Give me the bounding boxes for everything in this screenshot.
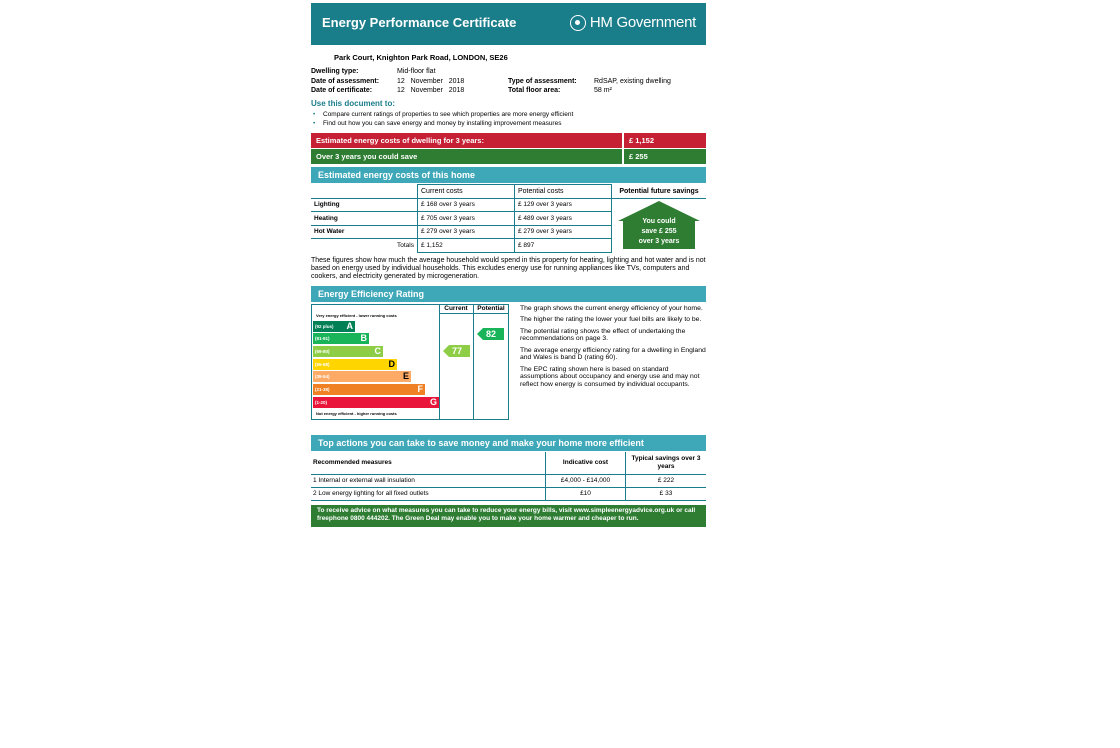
- epc-document: [311, 3, 706, 527]
- rating-band-letter: C: [374, 345, 381, 356]
- col-indicative-cost: Indicative cost: [546, 452, 626, 475]
- rating-arrow-potential: [477, 328, 504, 340]
- cost-row-label: Hot Water: [311, 225, 418, 239]
- cost-row-current: £ 279 over 3 years: [418, 225, 515, 239]
- use-heading: Use this document to:: [311, 99, 396, 108]
- footer-advice: To receive advice on what measures you can take to reduce your energy bills, visit www.simpleenergyadvice.org.uk or call freephone 0800 444202. The Green Deal may enable you to make your home warmer and cheaper to run.: [311, 505, 706, 527]
- col-potential-costs: Potential costs: [515, 185, 612, 199]
- table-row: [311, 487, 706, 500]
- rating-band-a: [313, 321, 355, 332]
- header-banner: [311, 3, 706, 45]
- use-item: • Find out how you can save energy and money by installing improvement measures: [311, 119, 706, 128]
- total-current: £ 1,152: [418, 239, 515, 253]
- rating-chart: [311, 304, 509, 422]
- page-title: Energy Performance Certificate: [322, 15, 517, 30]
- rating-note: The higher the rating the lower your fuel bills are likely to be.: [520, 316, 702, 323]
- rating-section: [311, 304, 706, 426]
- cost-row-label: Heating: [311, 212, 418, 226]
- action-savings: £ 222: [626, 474, 707, 487]
- rating-band-range: (1-20): [315, 399, 328, 405]
- rating-band-letter: E: [402, 371, 409, 382]
- crest-icon: [570, 15, 586, 31]
- table-row: [311, 474, 706, 487]
- cost-row-current: £ 705 over 3 years: [418, 212, 515, 226]
- cost-row-potential: £ 489 over 3 years: [515, 212, 612, 226]
- floor-area-value: 58 m²: [594, 87, 612, 94]
- floor-area-label: Total floor area:: [508, 87, 561, 94]
- col-typical-savings: Typical savings over 3 years: [626, 452, 707, 475]
- col-future-savings: Potential future savings: [612, 185, 707, 199]
- total-potential: £ 897: [515, 239, 612, 253]
- property-meta: [311, 68, 706, 98]
- action-cost: £10: [546, 487, 626, 500]
- cost-row-potential: £ 129 over 3 years: [515, 198, 612, 212]
- certificate-date-label: Date of certificate:: [311, 87, 373, 94]
- rating-bottom-label: Not energy efficient - higher running costs: [316, 410, 397, 416]
- certificate-date-value: 12 November 2018: [397, 87, 465, 94]
- estimated-cost-value: £ 1,152: [624, 133, 706, 148]
- rating-value-potential: 82: [486, 328, 497, 339]
- hm-government-logo: [570, 14, 696, 31]
- rating-band-letter: F: [417, 384, 423, 394]
- savings-bar: [311, 149, 706, 164]
- totals-label: Totals: [311, 239, 418, 253]
- rating-col-current: Current: [439, 304, 473, 314]
- rating-band-range: (81-91): [315, 336, 330, 342]
- rating-col-potential: Potential: [473, 304, 509, 314]
- rating-band-range: (92 plus): [315, 323, 334, 329]
- rating-band-range: (69-80): [315, 348, 330, 354]
- costs-heading: Estimated energy costs of this home: [311, 167, 706, 183]
- cost-row-potential: £ 279 over 3 years: [515, 225, 612, 239]
- rating-band-d: [313, 359, 397, 370]
- savings-value: £ 255: [624, 149, 706, 164]
- rating-band-letter: D: [388, 358, 395, 369]
- assessment-date-label: Date of assessment:: [311, 77, 380, 85]
- rating-band-g: [313, 397, 439, 408]
- costs-note: These figures show how much the average household would spend in this property for heating, lighting and hot water and is not based on energy used by individual households. This excludes energy use for running appliances like TVs, computers and cookers, and electricity generated by microgeneration.: [311, 256, 706, 280]
- use-item: • Compare current ratings of properties to see which properties are more energy efficient: [311, 110, 706, 119]
- rating-band-letter: G: [429, 396, 437, 407]
- assessment-type-label: Type of assessment:: [508, 77, 577, 85]
- house-text-line: You could: [642, 217, 676, 225]
- rating-band-range: (39-54): [315, 374, 330, 380]
- costs-table: [311, 184, 706, 253]
- rating-band-b: [313, 333, 369, 344]
- rating-band-letter: B: [360, 333, 367, 344]
- dwelling-type-label: Dwelling type:: [311, 68, 359, 75]
- estimated-cost-bar: [311, 133, 706, 148]
- assessment-date-value: 12 November 2018: [397, 77, 465, 85]
- col-current-costs: Current costs: [418, 185, 515, 199]
- actions-table: [311, 452, 706, 501]
- rating-note: The EPC rating shown here is based on standard assumptions about occupancy and energy use and may not reflect how energy is consumed by individual occupants.: [520, 365, 700, 388]
- future-savings-cell: [612, 198, 707, 252]
- cost-row-current: £ 168 over 3 years: [418, 198, 515, 212]
- rating-band-range: (55-68): [315, 361, 330, 367]
- action-measure: 2 Low energy lighting for all fixed outlets: [311, 487, 546, 500]
- use-list: [311, 110, 706, 128]
- actions-heading: Top actions you can take to save money and make your home more efficient: [311, 435, 706, 451]
- rating-note: The graph shows the current energy efficiency of your home.: [520, 304, 703, 312]
- dwelling-type-value: Mid-floor flat: [397, 68, 436, 75]
- rating-arrow-current: [443, 345, 470, 357]
- action-cost: £4,000 - £14,000: [546, 474, 626, 487]
- brand-name: HM Government: [589, 14, 696, 31]
- col-recommended-measures: Recommended measures: [311, 452, 546, 475]
- rating-band-letter: A: [346, 320, 353, 331]
- house-text-line: save £ 255: [641, 227, 677, 235]
- property-address: Park Court, Knighton Park Road, LONDON, SE26: [334, 53, 508, 62]
- action-savings: £ 33: [626, 487, 707, 500]
- rating-note: The average energy efficiency rating for a dwelling in England and Wales is band D (rating 60).: [520, 346, 706, 361]
- rating-value-current: 77: [452, 346, 463, 357]
- rating-top-label: Very energy efficient - lower running costs: [316, 312, 397, 318]
- rating-notes: [520, 305, 706, 393]
- savings-house-graphic: [618, 201, 700, 249]
- rating-band-c: [313, 346, 383, 357]
- savings-label: Over 3 years you could save: [311, 149, 622, 164]
- cost-row-label: Lighting: [311, 198, 418, 212]
- action-measure: 1 Internal or external wall insulation: [311, 474, 546, 487]
- house-text-line: over 3 years: [638, 237, 680, 245]
- estimated-cost-label: Estimated energy costs of dwelling for 3 years:: [311, 133, 622, 148]
- assessment-type-value: RdSAP, existing dwelling: [594, 77, 671, 85]
- rating-heading: Energy Efficiency Rating: [311, 286, 706, 302]
- rating-note: The potential rating shows the effect of undertaking the recommendations on page 3.: [520, 327, 686, 342]
- rating-band-e: [313, 371, 411, 382]
- rating-band-range: (21-38): [315, 387, 330, 392]
- rating-band-f: [313, 384, 425, 395]
